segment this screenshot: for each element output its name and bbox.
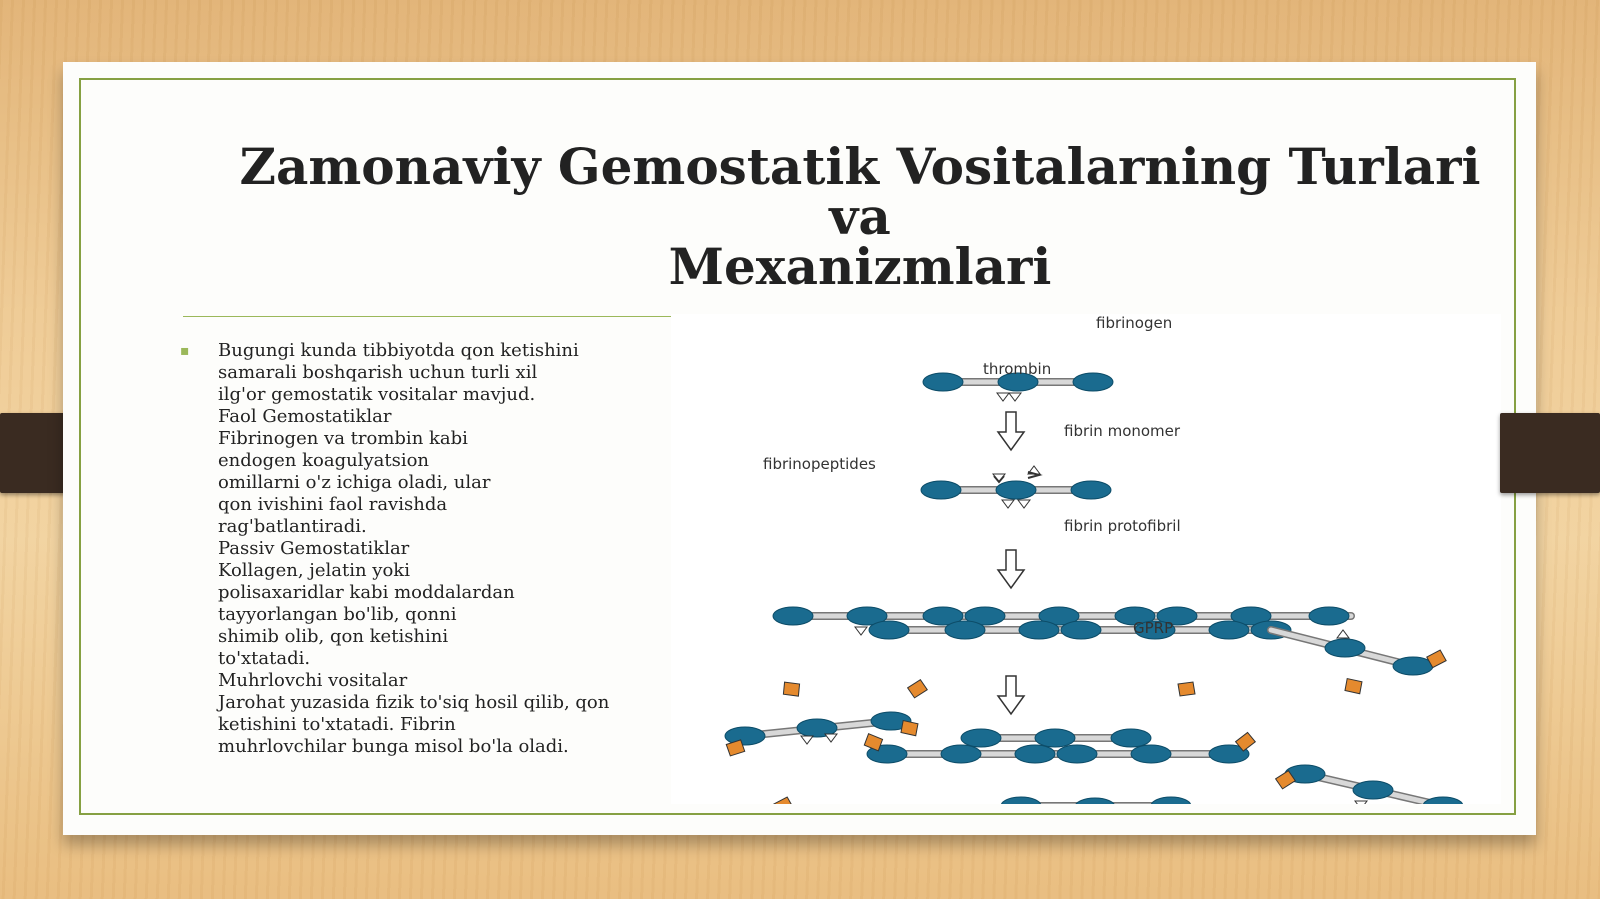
bullet-icon: ▪ [180,343,190,359]
fibrin-domain [773,607,813,625]
body-line: ilg'or gemostatik vositalar mavjud. [218,384,536,405]
body-line: qon ivishini faol ravishda [218,494,448,515]
body-line: rag'batlantiradi. [218,516,367,537]
body-line: Muhrlovchi vositalar [218,670,408,691]
fibrin-domain [1325,639,1365,657]
title-line-3: Mexanizmlari [668,237,1052,296]
fibrin-domain [1209,621,1249,639]
body-line: shimib olib, qon ketishini [218,626,449,647]
fibrin-domain [725,727,765,745]
fibrin-domain [1131,745,1171,763]
fibrin-domain [1061,621,1101,639]
label-fibrin-monomer: fibrin monomer [1064,422,1181,440]
title-line-1: Zamonaviy Gemostatik Vositalarning Turlari [239,137,1481,196]
fibrin-domain [1393,657,1433,675]
label-fibrinogen: fibrinogen [1096,314,1173,332]
slide [63,62,1536,835]
fibrin-domain [961,729,1001,747]
body-lines [218,340,653,758]
body-line: polisaxaridlar kabi moddalardan [218,582,515,603]
fibrin-domain [1015,745,1055,763]
binder-clip-right [1500,413,1600,493]
body-line: Bugungi kunda tibbiyotda qon ketishini [218,340,579,361]
fibrin-domain [1353,781,1393,799]
body-line: Fibrinogen va trombin kabi [218,428,468,449]
body-line: Passiv Gemostatiklar [218,538,410,559]
label-gprp: GPRP [1133,619,1174,637]
body-line: Jarohat yuzasida fizik to'siq hosil qilib, qon [218,692,610,713]
body-line: Faol Gemostatiklar [218,406,392,427]
body-line: endogen koagulyatsion [218,450,429,471]
body-line: to'xtatadi. [218,648,311,669]
fibrin-domain [1019,621,1059,639]
fibrin-domain [1073,373,1113,391]
label-fibrin-protofibril: fibrin protofibril [1064,517,1181,535]
fibrin-domain [941,745,981,763]
body-line: omillarni o'z ichiga oladi, ular [218,472,491,493]
fibrin-domain [1057,745,1097,763]
label-fibrinopeptides: fibrinopeptides [763,455,876,473]
body-line: tayyorlangan bo'lib, qonni [218,604,457,625]
fibrin-domain [945,621,985,639]
body-line: samarali boshqarish uchun turli xil [218,362,538,383]
slide-title [200,137,1520,296]
fibrin-domain [996,481,1036,499]
fibrin-domain [1071,481,1111,499]
fibrin-domain [1309,607,1349,625]
fibrin-polymerization-diagram [671,314,1501,804]
body-line: muhrlovchilar bunga misol bo'la oladi. [218,736,569,757]
fibrin-domain [1111,729,1151,747]
fibrin-domain [923,373,963,391]
body-line: ketishini to'xtatadi. Fibrin [218,714,456,735]
fibrin-domain [921,481,961,499]
body-text [180,340,653,758]
body-line: Kollagen, jelatin yoki [218,560,410,581]
fibrin-domain [869,621,909,639]
gprp-peptide-icon [1178,682,1195,696]
fibrin-domain [1035,729,1075,747]
label-thrombin: thrombin [983,360,1052,378]
title-line-2: va [829,187,891,246]
binding-site-icon [1355,801,1367,804]
